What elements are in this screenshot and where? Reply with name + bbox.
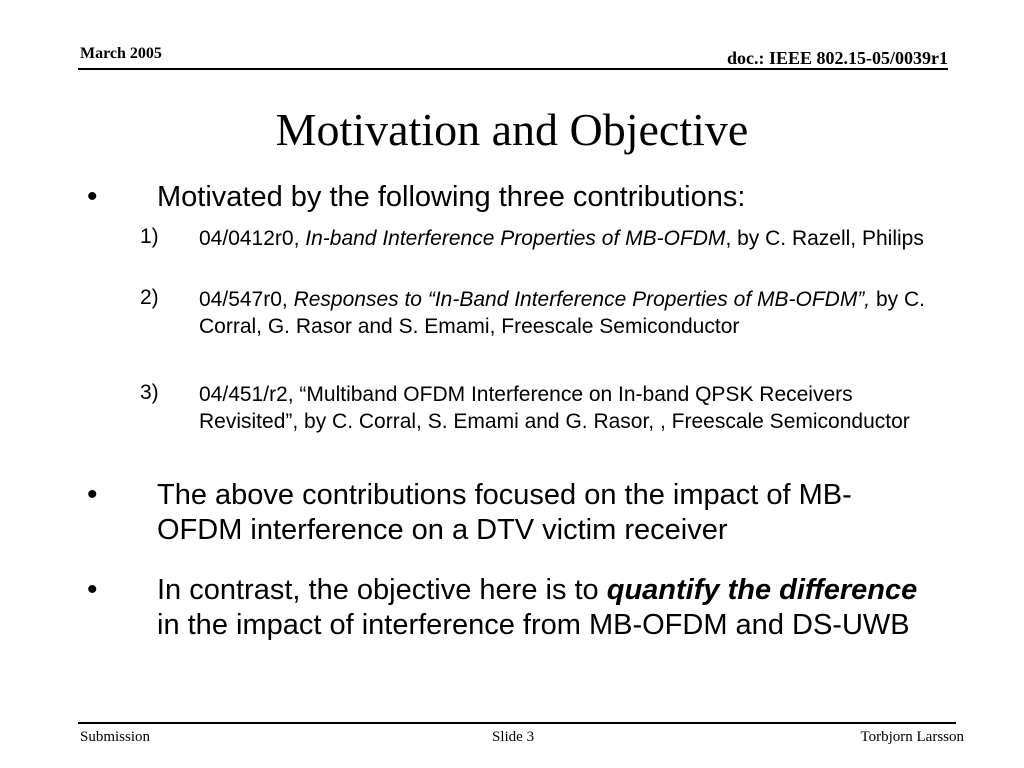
bullet-3-lead: In contrast, the objective here is to <box>157 574 607 606</box>
bullet-text-3 <box>157 573 927 643</box>
header-doc-id: doc.: IEEE 802.15-05/0039r1 <box>726 48 948 68</box>
header-date: March 2005 <box>80 45 162 62</box>
contribution-number-1: 1) <box>140 225 159 248</box>
contribution-text-2 <box>199 286 929 340</box>
bullet-text-2: The above contributions focused on the impact of MB-OFDM interference on a DTV victim receiver <box>157 479 852 546</box>
bullet-marker-3: • <box>87 573 98 606</box>
contribution-1-authors: , by C. Razell, Philips <box>725 227 924 250</box>
bullet-3-tail: in the impact of interference from MB-OFDM and DS-UWB <box>157 609 910 641</box>
slide-title: Motivation and Objective <box>275 104 749 155</box>
contribution-text-1 <box>199 225 929 252</box>
contribution-1-title: In-band Interference Properties of MB-OFDM <box>305 227 726 250</box>
contribution-2-id: 04/547r0, <box>199 288 294 311</box>
contribution-number-2: 2) <box>140 286 159 309</box>
bullet-marker-1: • <box>87 180 98 213</box>
footer-divider <box>78 722 956 724</box>
header-divider <box>78 68 948 70</box>
footer-author: Torbjorn Larsson <box>860 729 964 745</box>
footer-slide-number: Slide 3 <box>492 729 535 745</box>
contribution-1-id: 04/0412r0, <box>199 227 306 250</box>
bullet-text-1: Motivated by the following three contributions: <box>157 181 746 213</box>
contribution-3-text: 04/451/r2, “Multiband OFDM Interference on In-band QPSK Receivers Revisited”, by C. Corral, S. Emami and G. Rasor, , Freescale Semiconductor <box>199 383 910 433</box>
contribution-2-authors: by C. Corral, G. Rasor and S. Emami, Freescale Semiconductor <box>199 288 925 338</box>
contribution-2-title: Responses to “In-Band Interference Properties of MB-OFDM”, <box>293 288 871 311</box>
contribution-text-3 <box>199 381 929 435</box>
contribution-number-3: 3) <box>140 381 159 404</box>
bullet-3-emphasis: quantify the difference <box>606 574 918 606</box>
footer-submission: Submission <box>80 729 151 745</box>
bullet-marker-2: • <box>87 478 98 511</box>
